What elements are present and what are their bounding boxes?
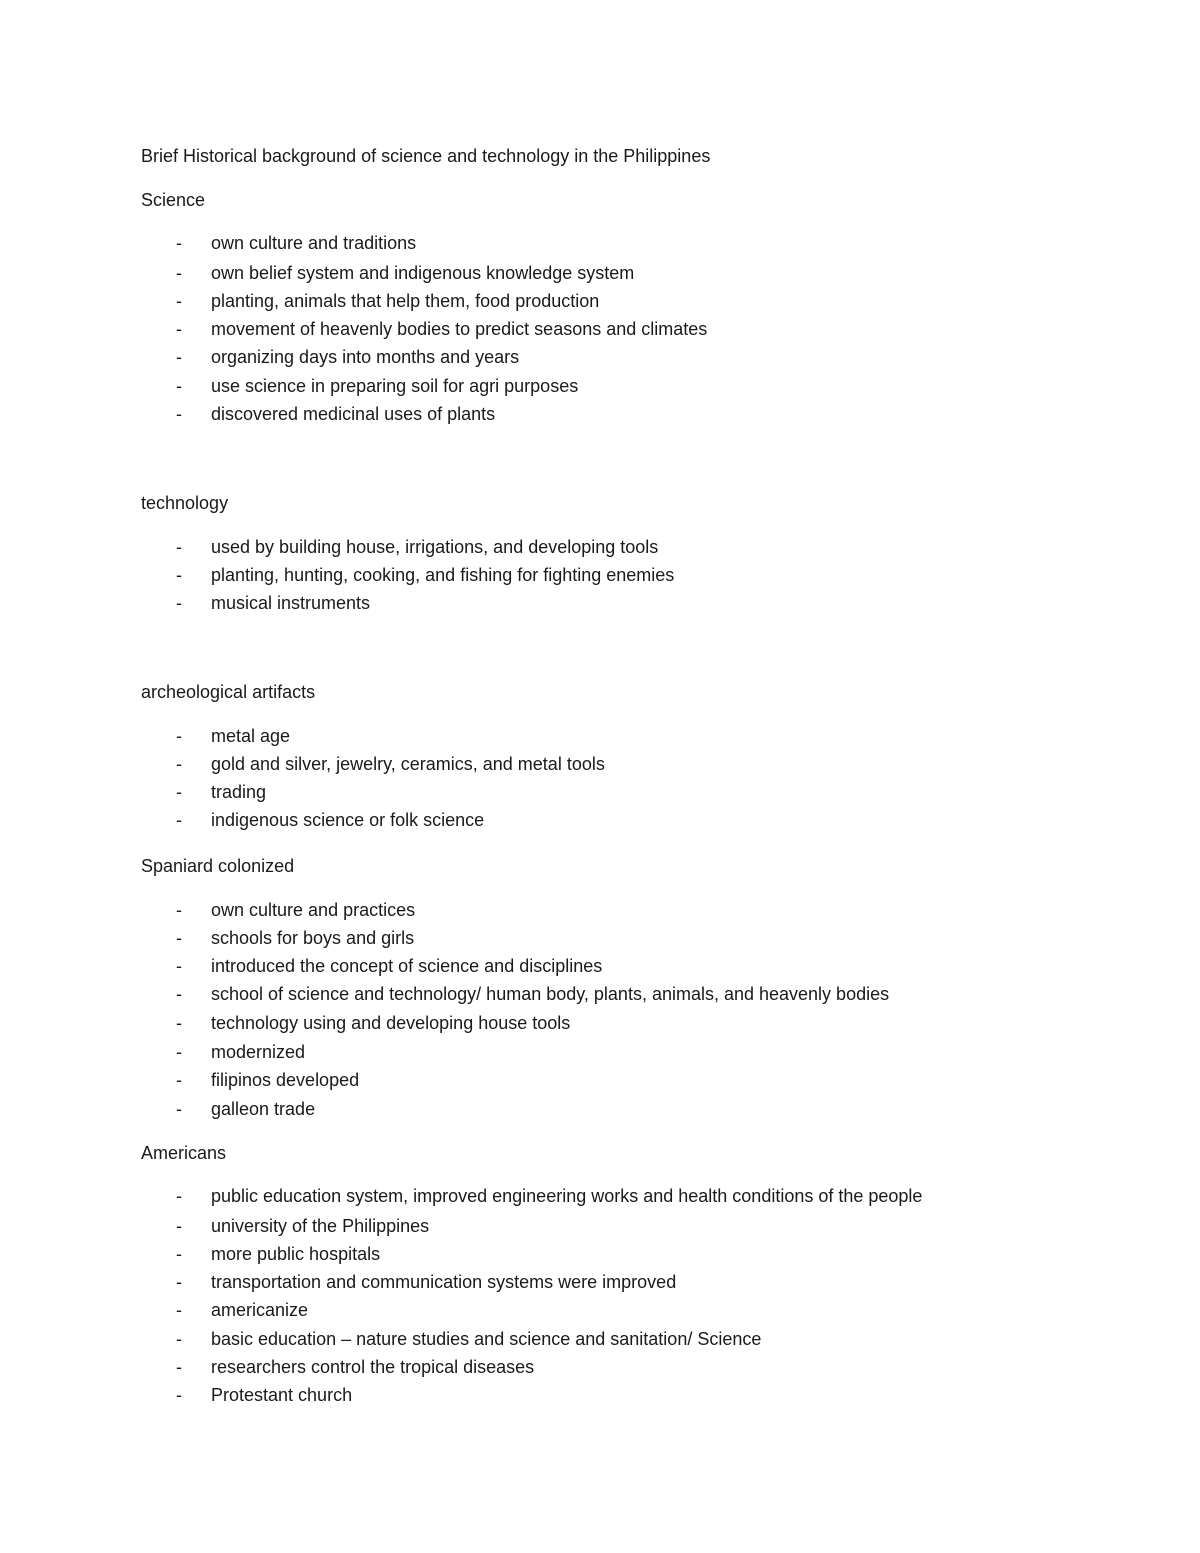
list-item-text: americanize bbox=[211, 1300, 309, 1320]
bullet-dash: - bbox=[176, 810, 182, 830]
section-heading-archeological-artifacts: archeological artifacts bbox=[141, 682, 316, 702]
bullet-dash: - bbox=[176, 1013, 182, 1033]
bullet-dash: - bbox=[176, 1329, 182, 1349]
bullet-dash: - bbox=[176, 263, 182, 283]
bullet-dash: - bbox=[176, 404, 182, 424]
list-item-text: basic education – nature studies and science and sanitation/ Science bbox=[211, 1329, 762, 1349]
list-item-text: own belief system and indigenous knowledge system bbox=[211, 263, 635, 283]
list-item-text: Protestant church bbox=[211, 1385, 353, 1405]
list-item-text: discovered medicinal uses of plants bbox=[211, 404, 496, 424]
section-heading-science: Science bbox=[141, 190, 206, 210]
bullet-dash: - bbox=[176, 1357, 182, 1377]
section-heading-americans: Americans bbox=[141, 1143, 227, 1163]
bullet-dash: - bbox=[176, 1216, 182, 1236]
list-item-text: planting, hunting, cooking, and fishing for fighting enemies bbox=[211, 565, 675, 585]
list-item-text: use science in preparing soil for agri purposes bbox=[211, 376, 579, 396]
list-item-text: transportation and communication systems were improved bbox=[211, 1272, 677, 1292]
bullet-dash: - bbox=[176, 1300, 182, 1320]
list-item-text: modernized bbox=[211, 1042, 306, 1062]
list-item-text: public education system, improved engineering works and health conditions of the people bbox=[211, 1186, 923, 1206]
bullet-dash: - bbox=[176, 754, 182, 774]
bullet-dash: - bbox=[176, 593, 182, 613]
bullet-dash: - bbox=[176, 1070, 182, 1090]
bullet-dash: - bbox=[176, 291, 182, 311]
list-item-text: galleon trade bbox=[211, 1099, 316, 1119]
bullet-dash: - bbox=[176, 376, 182, 396]
bullet-dash: - bbox=[176, 347, 182, 367]
section-heading-spaniard-colonized: Spaniard colonized bbox=[141, 856, 295, 876]
list-item-text: filipinos developed bbox=[211, 1070, 360, 1090]
list-item-text: indigenous science or folk science bbox=[211, 810, 485, 830]
list-item-text: university of the Philippines bbox=[211, 1216, 430, 1236]
list-item-text: musical instruments bbox=[211, 593, 371, 613]
bullet-dash: - bbox=[176, 1099, 182, 1119]
bullet-dash: - bbox=[176, 565, 182, 585]
bullet-dash: - bbox=[176, 537, 182, 557]
section-heading-technology: technology bbox=[141, 493, 229, 513]
list-item-text: own culture and practices bbox=[211, 900, 416, 920]
document-title: Brief Historical background of science and technology in the Philippines bbox=[141, 146, 711, 166]
bullet-dash: - bbox=[176, 984, 182, 1004]
list-item-text: schools for boys and girls bbox=[211, 928, 415, 948]
list-item-text: introduced the concept of science and disciplines bbox=[211, 956, 603, 976]
bullet-dash: - bbox=[176, 900, 182, 920]
list-item-text: own culture and traditions bbox=[211, 233, 417, 253]
bullet-dash: - bbox=[176, 726, 182, 746]
list-item-text: gold and silver, jewelry, ceramics, and metal tools bbox=[211, 754, 605, 774]
list-item-text: used by building house, irrigations, and developing tools bbox=[211, 537, 659, 557]
bullet-dash: - bbox=[176, 1186, 182, 1206]
list-item-text: school of science and technology/ human body, plants, animals, and heavenly bodies bbox=[211, 984, 890, 1004]
bullet-dash: - bbox=[176, 1385, 182, 1405]
bullet-dash: - bbox=[176, 233, 182, 253]
bullet-dash: - bbox=[176, 956, 182, 976]
bullet-dash: - bbox=[176, 1272, 182, 1292]
list-item-text: planting, animals that help them, food production bbox=[211, 291, 600, 311]
bullet-dash: - bbox=[176, 782, 182, 802]
bullet-dash: - bbox=[176, 1042, 182, 1062]
list-item-text: technology using and developing house tools bbox=[211, 1013, 571, 1033]
list-item-text: researchers control the tropical diseases bbox=[211, 1357, 535, 1377]
bullet-dash: - bbox=[176, 319, 182, 339]
list-item-text: movement of heavenly bodies to predict seasons and climates bbox=[211, 319, 708, 339]
list-item-text: more public hospitals bbox=[211, 1244, 381, 1264]
list-item-text: trading bbox=[211, 782, 267, 802]
list-item-text: metal age bbox=[211, 726, 291, 746]
list-item-text: organizing days into months and years bbox=[211, 347, 520, 367]
bullet-dash: - bbox=[176, 1244, 182, 1264]
bullet-dash: - bbox=[176, 928, 182, 948]
